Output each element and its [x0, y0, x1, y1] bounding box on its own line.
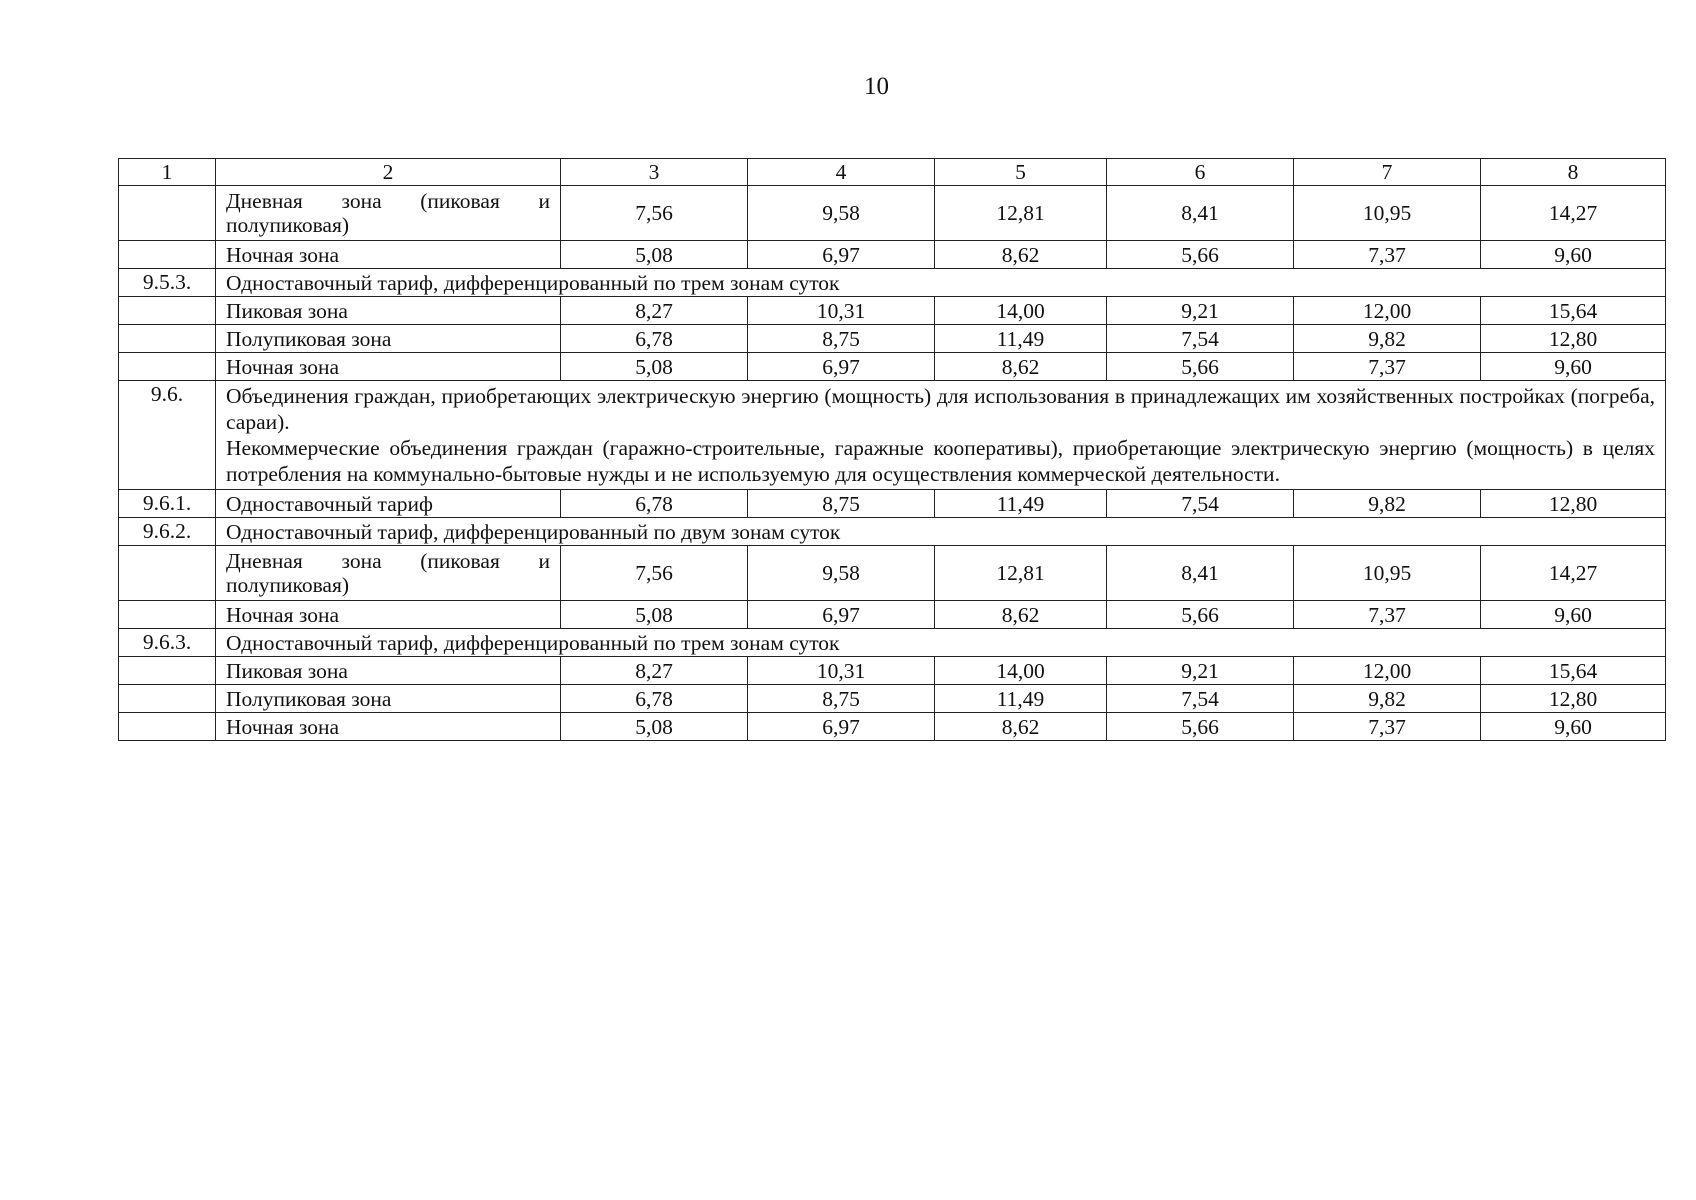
value-cell: 9,82 — [1294, 325, 1481, 353]
value-cell: 5,08 — [561, 241, 748, 269]
row-code — [119, 685, 216, 713]
value-cell: 5,66 — [1107, 353, 1294, 381]
header-cell: 2 — [216, 159, 561, 186]
value-cell: 9,21 — [1107, 657, 1294, 685]
value-cell: 8,41 — [1107, 546, 1294, 601]
table-row — [119, 546, 1666, 601]
value-cell: 15,64 — [1481, 657, 1666, 685]
value-cell: 7,54 — [1107, 685, 1294, 713]
value-cell: 9,82 — [1294, 685, 1481, 713]
row-code — [119, 186, 216, 241]
value-cell: 8,41 — [1107, 186, 1294, 241]
value-cell: 7,54 — [1107, 490, 1294, 518]
section-label: Одноставочный тариф, дифференцированный по трем зонам суток — [216, 629, 1666, 657]
value-cell: 14,27 — [1481, 546, 1666, 601]
value-cell: 5,66 — [1107, 241, 1294, 269]
section-row — [119, 269, 1666, 297]
value-cell: 11,49 — [935, 325, 1107, 353]
tariff-table — [118, 158, 1666, 741]
value-cell: 5,66 — [1107, 713, 1294, 741]
value-cell: 10,95 — [1294, 186, 1481, 241]
row-label: Дневная зона (пиковая и полупиковая) — [216, 186, 561, 241]
value-cell: 14,00 — [935, 657, 1107, 685]
value-cell: 14,00 — [935, 297, 1107, 325]
table-row — [119, 297, 1666, 325]
value-cell: 12,80 — [1481, 685, 1666, 713]
value-cell: 6,78 — [561, 490, 748, 518]
row-label: Пиковая зона — [216, 657, 561, 685]
row-code — [119, 297, 216, 325]
group-description — [216, 381, 1666, 490]
table-row — [119, 601, 1666, 629]
row-code: 9.6.3. — [119, 629, 216, 657]
page-number: 10 — [864, 73, 889, 100]
section-row — [119, 629, 1666, 657]
value-cell: 12,80 — [1481, 325, 1666, 353]
group-row — [119, 381, 1666, 490]
header-cell: 8 — [1481, 159, 1666, 186]
value-cell: 5,08 — [561, 601, 748, 629]
header-cell: 5 — [935, 159, 1107, 186]
value-cell: 6,78 — [561, 325, 748, 353]
value-cell: 6,97 — [748, 713, 935, 741]
value-cell: 15,64 — [1481, 297, 1666, 325]
value-cell: 7,37 — [1294, 353, 1481, 381]
row-code: 9.6.2. — [119, 518, 216, 546]
row-label: Ночная зона — [216, 353, 561, 381]
value-cell: 8,62 — [935, 713, 1107, 741]
row-code — [119, 546, 216, 601]
table-row — [119, 241, 1666, 269]
row-label: Ночная зона — [216, 713, 561, 741]
value-cell: 5,66 — [1107, 601, 1294, 629]
value-cell: 12,80 — [1481, 490, 1666, 518]
row-label: Ночная зона — [216, 241, 561, 269]
row-code — [119, 353, 216, 381]
header-row — [119, 159, 1666, 186]
header-cell: 1 — [119, 159, 216, 186]
value-cell: 9,60 — [1481, 241, 1666, 269]
row-code — [119, 241, 216, 269]
section-row — [119, 518, 1666, 546]
row-code — [119, 601, 216, 629]
value-cell: 14,27 — [1481, 186, 1666, 241]
value-cell: 12,00 — [1294, 657, 1481, 685]
table-row — [119, 353, 1666, 381]
group-paragraph: Объединения граждан, приобретающих электрическую энергию (мощность) для использования в принадлежащих им хозяйственных постройках (погреба, сараи). — [226, 384, 1655, 434]
row-code — [119, 713, 216, 741]
value-cell: 7,37 — [1294, 601, 1481, 629]
section-label: Одноставочный тариф, дифференцированный по трем зонам суток — [216, 269, 1666, 297]
value-cell: 9,82 — [1294, 490, 1481, 518]
value-cell: 11,49 — [935, 490, 1107, 518]
row-label: Дневная зона (пиковая и полупиковая) — [216, 546, 561, 601]
row-label: Ночная зона — [216, 601, 561, 629]
value-cell: 6,97 — [748, 241, 935, 269]
value-cell: 7,37 — [1294, 713, 1481, 741]
value-cell: 7,56 — [561, 546, 748, 601]
table-row — [119, 490, 1666, 518]
header-cell: 7 — [1294, 159, 1481, 186]
row-label: Полупиковая зона — [216, 325, 561, 353]
row-label: Пиковая зона — [216, 297, 561, 325]
value-cell: 8,62 — [935, 353, 1107, 381]
value-cell: 10,31 — [748, 297, 935, 325]
header-cell: 3 — [561, 159, 748, 186]
value-cell: 5,08 — [561, 353, 748, 381]
row-code: 9.5.3. — [119, 269, 216, 297]
value-cell: 8,75 — [748, 685, 935, 713]
value-cell: 6,78 — [561, 685, 748, 713]
value-cell: 12,81 — [935, 546, 1107, 601]
value-cell: 5,08 — [561, 713, 748, 741]
value-cell: 8,75 — [748, 325, 935, 353]
value-cell: 7,56 — [561, 186, 748, 241]
header-cell: 6 — [1107, 159, 1294, 186]
header-cell: 4 — [748, 159, 935, 186]
table-row — [119, 186, 1666, 241]
value-cell: 11,49 — [935, 685, 1107, 713]
row-code — [119, 657, 216, 685]
value-cell: 8,62 — [935, 241, 1107, 269]
table-row — [119, 325, 1666, 353]
value-cell: 6,97 — [748, 601, 935, 629]
value-cell: 9,58 — [748, 546, 935, 601]
table-body — [119, 159, 1666, 741]
group-paragraph: Некоммерческие объединения граждан (гаражно-строительные, гаражные кооперативы), приобретающие электрическую энергию (мощность) в целях потребления на коммунально-бытовые нужды и не используемую для осуществления коммерческой деятельности. — [226, 436, 1655, 486]
row-code — [119, 325, 216, 353]
value-cell: 6,97 — [748, 353, 935, 381]
table-row — [119, 657, 1666, 685]
value-cell: 9,58 — [748, 186, 935, 241]
row-code: 9.6.1. — [119, 490, 216, 518]
value-cell: 8,27 — [561, 657, 748, 685]
value-cell: 8,75 — [748, 490, 935, 518]
row-label: Одноставочный тариф — [216, 490, 561, 518]
table-row — [119, 685, 1666, 713]
section-label: Одноставочный тариф, дифференцированный по двум зонам суток — [216, 518, 1666, 546]
value-cell: 7,37 — [1294, 241, 1481, 269]
value-cell: 9,60 — [1481, 713, 1666, 741]
table-row — [119, 713, 1666, 741]
row-code: 9.6. — [119, 381, 216, 490]
value-cell: 9,60 — [1481, 353, 1666, 381]
value-cell: 10,31 — [748, 657, 935, 685]
value-cell: 12,00 — [1294, 297, 1481, 325]
value-cell: 8,62 — [935, 601, 1107, 629]
value-cell: 9,60 — [1481, 601, 1666, 629]
value-cell: 8,27 — [561, 297, 748, 325]
row-label: Полупиковая зона — [216, 685, 561, 713]
value-cell: 7,54 — [1107, 325, 1294, 353]
value-cell: 9,21 — [1107, 297, 1294, 325]
value-cell: 10,95 — [1294, 546, 1481, 601]
value-cell: 12,81 — [935, 186, 1107, 241]
